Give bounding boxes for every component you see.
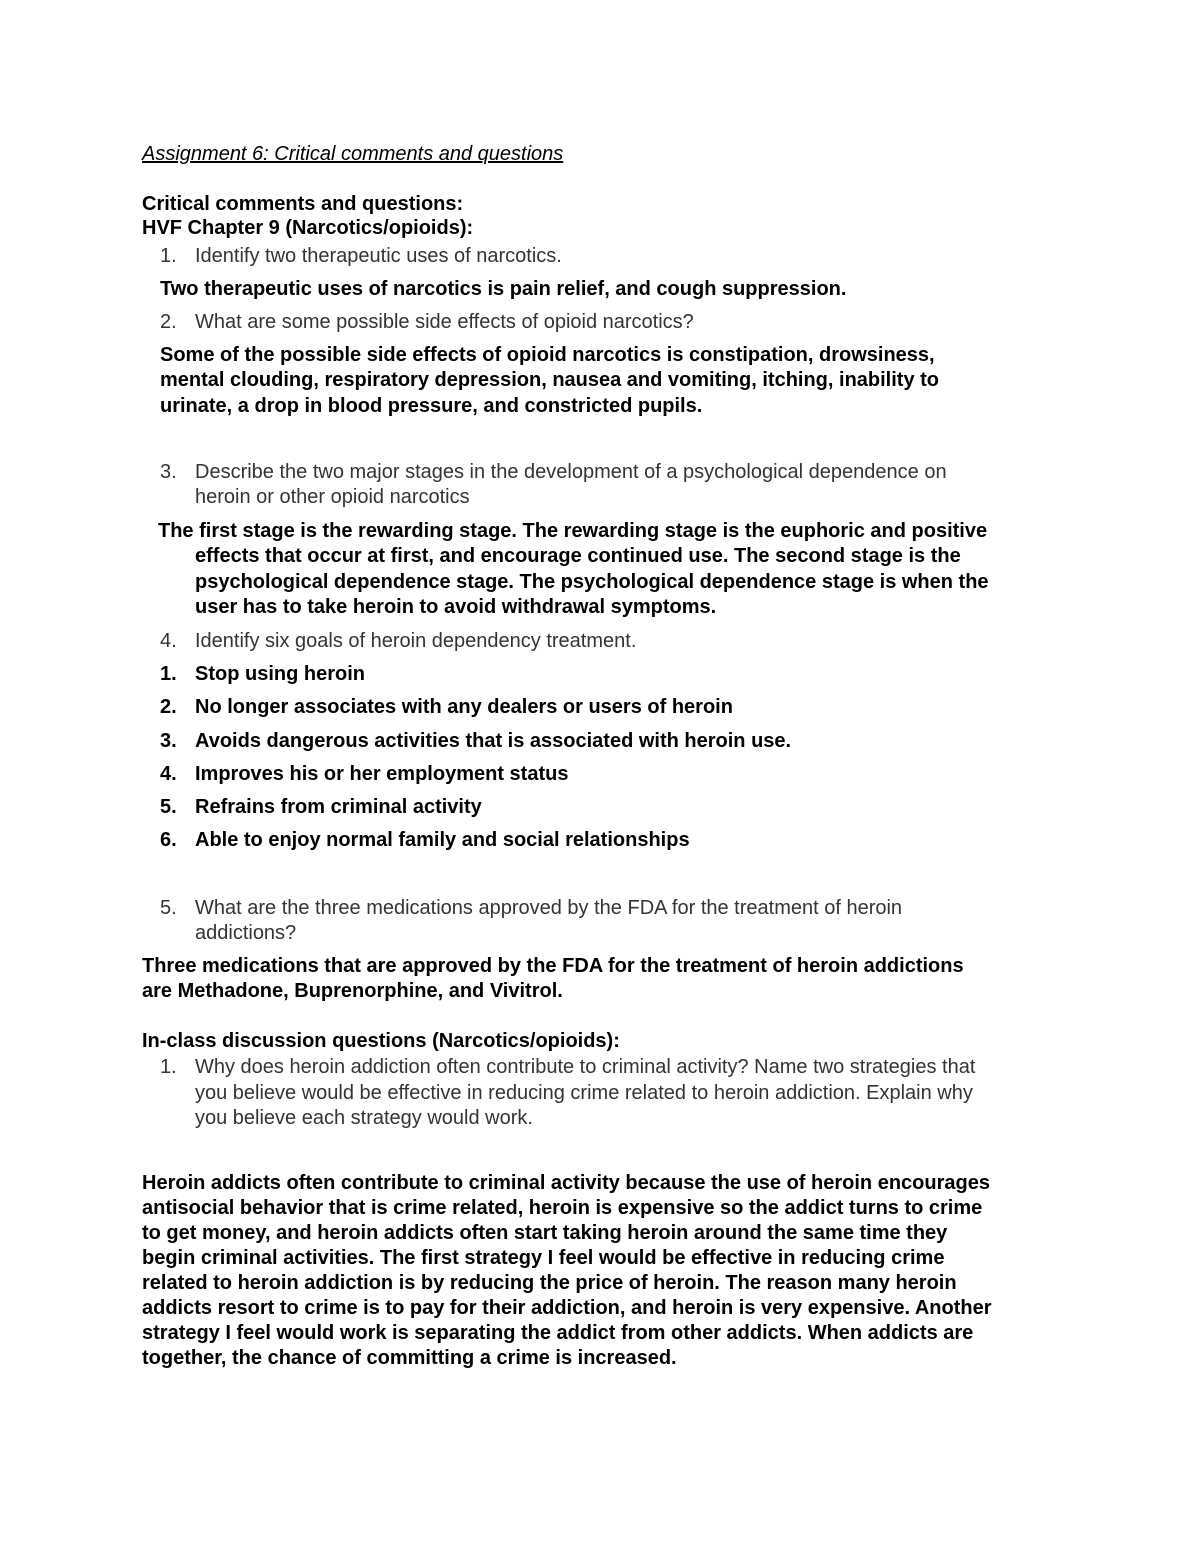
question-text: Identify six goals of heroin dependency treatment. (195, 630, 637, 652)
question-number: 5. (160, 897, 177, 919)
answer-line: together, the chance of committing a crime is increased. (142, 1347, 677, 1369)
answer-line: The first stage is the rewarding stage. The rewarding stage is the euphoric and positive (158, 520, 988, 542)
answer-text: Two therapeutic uses of narcotics is pain relief, and cough suppression. (160, 278, 847, 300)
question-number: 2. (160, 311, 177, 333)
goal-number: 2. (160, 696, 177, 718)
question-line: you believe each strategy would work. (195, 1107, 533, 1129)
goal-number: 3. (160, 730, 177, 752)
goal-text: No longer associates with any dealers or users of heroin (195, 696, 733, 718)
answer-line: Some of the possible side effects of opioid narcotics is constipation, drowsiness, (160, 344, 935, 366)
answer-line: mental clouding, respiratory depression, nausea and vomiting, itching, inability to (160, 369, 940, 391)
answer-line: Three medications that are approved by the FDA for the treatment of heroin addictions (142, 955, 964, 977)
question-number: 1. (160, 1056, 177, 1078)
goal-text: Avoids dangerous activities that is associated with heroin use. (195, 730, 792, 752)
section-heading-inclass: In-class discussion questions (Narcotics/opioids): (142, 1030, 620, 1052)
answer-line: strategy I feel would work is separating the addict from other addicts. When addicts are (142, 1322, 974, 1344)
goal-text: Improves his or her employment status (195, 763, 569, 785)
answer-line: urinate, a drop in blood pressure, and constricted pupils. (160, 395, 703, 417)
section-heading-chapter: HVF Chapter 9 (Narcotics/opioids): (142, 217, 474, 239)
question-number: 1. (160, 245, 177, 267)
goal-text: Stop using heroin (195, 663, 365, 685)
question-line: you believe would be effective in reducing crime related to heroin addiction. Explain why (195, 1082, 973, 1104)
answer-line: begin criminal activities. The first strategy I feel would be effective in reducing crime (142, 1247, 945, 1269)
section-heading-critical: Critical comments and questions: (142, 193, 464, 215)
goal-number: 1. (160, 663, 177, 685)
question-number: 4. (160, 630, 177, 652)
goal-text: Able to enjoy normal family and social relationships (195, 829, 690, 851)
question-text: Identify two therapeutic uses of narcotics. (195, 245, 562, 267)
question-line: heroin or other opioid narcotics (195, 486, 470, 508)
answer-line: are Methadone, Buprenorphine, and Vivitrol. (142, 980, 563, 1002)
answer-line: effects that occur at first, and encourage continued use. The second stage is the (195, 545, 961, 567)
answer-line: to get money, and heroin addicts often start taking heroin around the same time they (142, 1222, 948, 1244)
answer-line: psychological dependence stage. The psychological dependence stage is when the (195, 571, 989, 593)
document-title: Assignment 6: Critical comments and questions (142, 143, 564, 165)
answer-line: user has to take heroin to avoid withdrawal symptoms. (195, 596, 717, 618)
goal-number: 6. (160, 829, 177, 851)
question-line: Why does heroin addiction often contribute to criminal activity? Name two strategies that (195, 1056, 976, 1078)
answer-line: addicts resort to crime is to pay for their addiction, and heroin is very expensive. Another (142, 1297, 992, 1319)
question-line: What are the three medications approved by the FDA for the treatment of heroin (195, 897, 903, 919)
question-number: 3. (160, 461, 177, 483)
goal-text: Refrains from criminal activity (195, 796, 482, 818)
question-line: addictions? (195, 922, 297, 944)
goal-number: 4. (160, 763, 177, 785)
question-text: What are some possible side effects of opioid narcotics? (195, 311, 694, 333)
answer-line: Heroin addicts often contribute to criminal activity because the use of heroin encourages (142, 1172, 990, 1194)
question-line: Describe the two major stages in the development of a psychological dependence on (195, 461, 947, 483)
answer-line: antisocial behavior that is crime related, heroin is expensive so the addict turns to crime (142, 1197, 983, 1219)
answer-line: related to heroin addiction is by reducing the price of heroin. The reason many heroin (142, 1272, 957, 1294)
goal-number: 5. (160, 796, 177, 818)
